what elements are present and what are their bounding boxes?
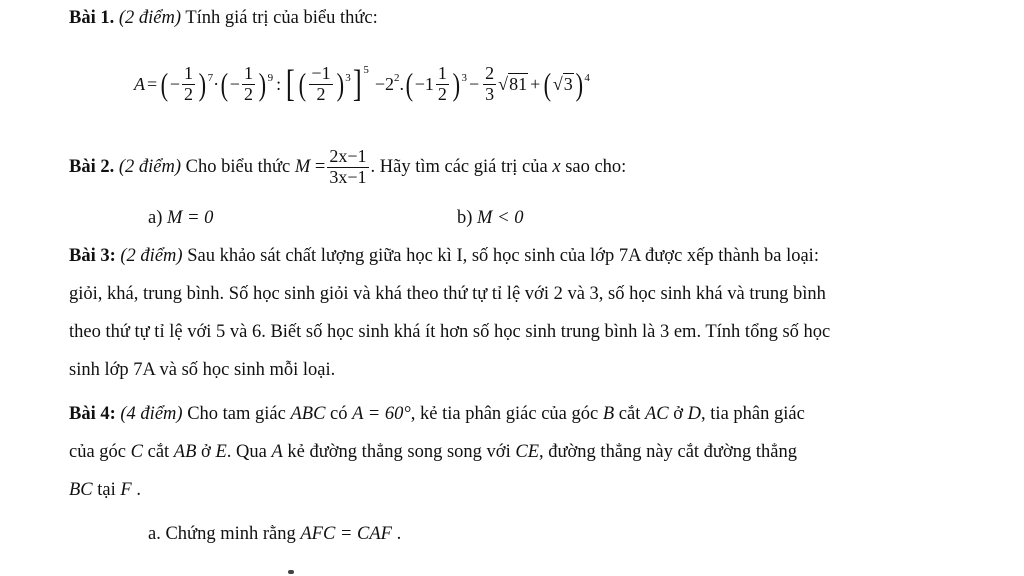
problem-2-text-3: sao cho: xyxy=(560,156,627,177)
m-symbol: M xyxy=(294,156,311,177)
problem-3-line-2: giỏi, khá, trung bình. Số học sinh giỏi và khá theo thứ tự tỉ lệ với 2 và 3, số học sinh khá và trung bình xyxy=(69,284,826,304)
dot-operator: · xyxy=(213,73,220,94)
problem-4-question-a: a. Chứng minh rằng AFC = CAF . xyxy=(148,524,402,544)
expr-a-symbol: A xyxy=(134,73,145,94)
mixed-number: −1 $\frac{1}{2}$ xyxy=(414,62,447,104)
problem-3-line-3: theo thứ tự tỉ lệ với 5 và 6. Biết số học sinh khá ít hơn số học sinh trung bình là 3 em. Tính tổng số học xyxy=(69,322,831,342)
fraction-2: $\frac{1}{2}$ xyxy=(243,62,253,104)
part-a-label: a) xyxy=(148,208,163,228)
problem-4-points: (4 điểm) xyxy=(120,404,183,424)
problem-2-title: Bài 2. xyxy=(69,156,115,177)
problem-1-heading xyxy=(69,8,378,29)
problem-2-part-b xyxy=(457,208,523,229)
sqrt-3: √3 xyxy=(552,73,573,94)
angle-equality: AFC = CAF xyxy=(300,524,392,544)
problem-1-expression: A = ( − $\frac{1}{2}$ ) 7 · ( − $\frac{1}{2}$ ) 9 : [ ( $\frac{-1}{2}$ ) 3 ] 5 −2 2 . ( −1 $\frac{1}{2}$ ) 3 − $\frac{2}{3}$ √81 + ( √3 ) 4 xyxy=(134,62,590,105)
part-b-label: b) xyxy=(457,208,473,228)
exponent-9: 9 xyxy=(267,72,274,84)
part-b-expr: M < 0 xyxy=(477,208,524,228)
problem-3-title: Bài 3: xyxy=(69,246,116,266)
exponent-3: 3 xyxy=(345,72,351,84)
problem-4-line-3: BC tại F . xyxy=(69,480,141,500)
scan-artifact xyxy=(288,570,294,574)
problem-4-title: Bài 4: xyxy=(69,404,116,424)
exponent-4: 4 xyxy=(584,72,590,84)
exponent-3b: 3 xyxy=(461,72,468,84)
exponent-7: 7 xyxy=(207,72,214,84)
problem-1-title: Bài 1. xyxy=(69,8,115,28)
fraction-1: $\frac{1}{2}$ xyxy=(183,62,193,104)
problem-3-line-4: sinh lớp 7A và số học sinh mỗi loại. xyxy=(69,360,336,380)
sqrt-81: √81 xyxy=(498,73,528,94)
problem-2-part-a xyxy=(148,208,213,229)
minus-two: −2 xyxy=(374,73,395,94)
plus-operator: + xyxy=(530,73,541,94)
fraction-5: $\frac{2}{3}$ xyxy=(485,62,495,104)
problem-1-points: (2 điểm) xyxy=(118,8,182,28)
problem-2-heading xyxy=(69,142,626,192)
problem-2-points: (2 điểm) xyxy=(118,156,182,177)
problem-2-text-1: Cho biểu thức xyxy=(181,156,295,177)
problem-1-text: Tính giá trị của biểu thức: xyxy=(181,8,378,28)
triangle-abc: ABC xyxy=(290,404,326,424)
x-symbol: x xyxy=(552,156,561,177)
m-equals: = xyxy=(314,156,326,177)
problem-4-line-1: Bài 4: (4 điểm) Cho tam giác ABC có A = 60°, kẻ tia phân giác của góc B cắt AC ở D, tia phân giác xyxy=(69,404,805,424)
exponent-5: 5 xyxy=(363,64,369,76)
m-fraction: $\frac{2x-1}{3x-1}$ xyxy=(329,145,367,187)
expr-equals: = xyxy=(147,73,158,94)
problem-2-text-2: . Hãy tìm các giá trị của xyxy=(370,156,553,177)
exponent-2: 2 xyxy=(394,72,400,84)
angle-a: A = 60° xyxy=(352,404,411,424)
fraction-3: $\frac{-1}{2}$ xyxy=(311,62,331,104)
problem-3-text-1: Sau khảo sát chất lượng giữa học kì I, số học sinh của lớp 7A được xếp thành ba loại: xyxy=(182,246,819,266)
part-a-expr: M = 0 xyxy=(167,208,214,228)
problem-3-points: (2 điểm) xyxy=(120,246,183,266)
colon-operator: : xyxy=(276,73,282,94)
problem-4-line-2: của góc C cắt AB ở E. Qua A kẻ đường thẳng song song với CE, đường thẳng này cắt đường thẳng xyxy=(69,442,797,462)
problem-3-line-1 xyxy=(69,246,819,267)
